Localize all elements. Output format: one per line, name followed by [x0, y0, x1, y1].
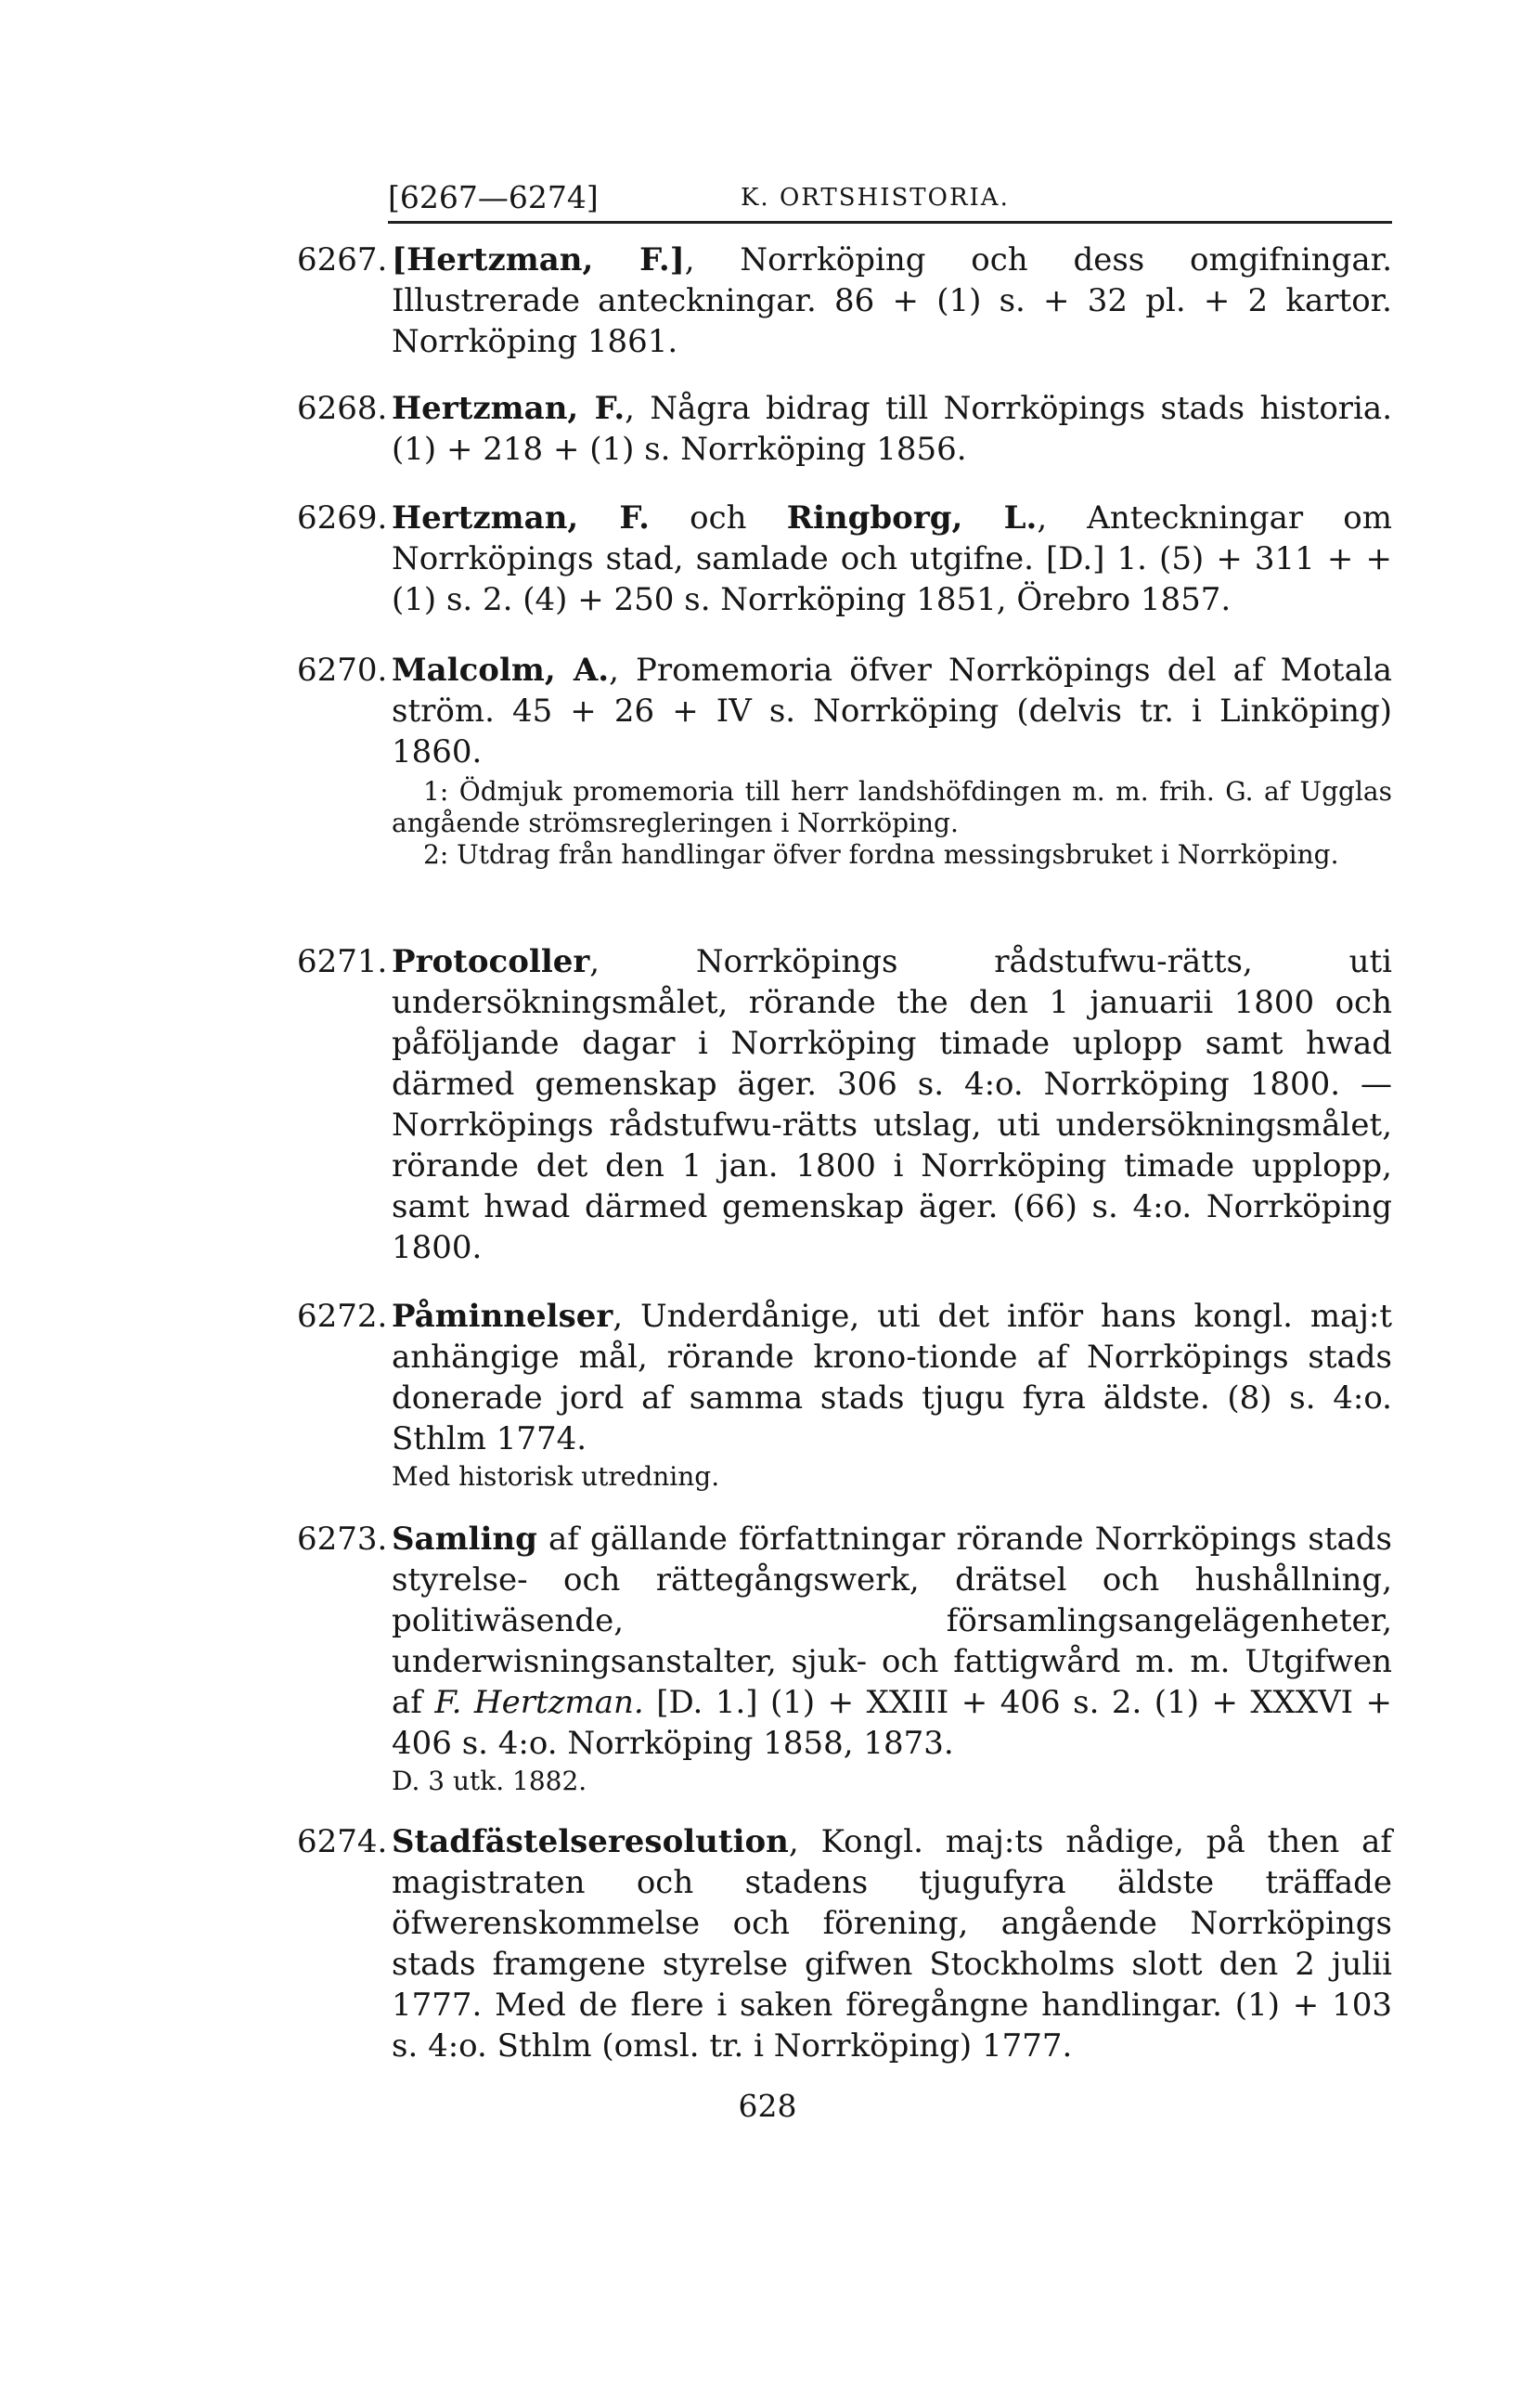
- entry-6269: [297, 498, 1392, 620]
- entry-number: 6271.: [297, 943, 388, 980]
- running-header: [388, 178, 1390, 217]
- entry-number: 6269.: [297, 499, 388, 537]
- entry-author: Stadfästelseresolution: [392, 1823, 789, 1860]
- entry-text: Malcolm, A., Promemoria öfver Norrköpings del af Motala ström. 45 + 26 + IV s. Norrköping (delvis tr. i Linköping) 1860.: [392, 652, 1392, 770]
- entry-author: Protocoller: [392, 943, 590, 980]
- entry-author: Samling: [392, 1521, 537, 1558]
- entry-author: Hertzman, F.: [392, 499, 650, 537]
- entry-editor: F. Hertzman.: [434, 1684, 644, 1721]
- entry-text: Hertzman, F. och Ringborg, L., Anteckningar om Norrköpings stad, samlade och utgifne. [D.] 1. (5) + 311 + + (1) s. 2. (4) + 250 s. Norrköping 1851, Örebro 1857.: [392, 499, 1392, 618]
- entry-6267: [297, 240, 1392, 362]
- entry-text: Stadfästelseresolution, Kongl. maj:ts nådige, på then af magistraten och stadens tjugufyra äldste träffade öfwerenskommelse och förening, angående Norrköpings stads framgene styrelse gifwen Stockholms slott den 2 julii 1777. Med de flere i saken föregångne handlingar. (1) + 103 s. 4:o. Sthlm (omsl. tr. i Norrköping) 1777.: [392, 1823, 1392, 2065]
- entry-note: 2: Utdrag från handlingar öfver fordna messingsbruket i Norrköping.: [423, 839, 1339, 870]
- entry-text: Hertzman, F., Några bidrag till Norrköpings stads historia. (1) + 218 + (1) s. Norrköping 1856.: [392, 390, 1392, 468]
- entry-note: 1: Ödmjuk promemoria till herr landshöfdingen m. m. frih. G. af Ugglas angående strömsregleringen i Norrköping.: [392, 776, 1392, 838]
- entry-author: Malcolm, A.: [392, 652, 610, 689]
- entry-number: 6272.: [297, 1298, 388, 1335]
- entry-author: [Hertzman, F.]: [392, 241, 685, 278]
- entry-text: Protocoller, Norrköpings rådstufwu-rätts, uti undersökningsmålet, rörande the den 1 januarii 1800 och påföljande dagar i Norrköping timade uplopp samt hwad därmed gemenskap äger. 306 s. 4:o. Norrköping 1800. — Norrköpings rådstufwu-rätts utslag, uti undersökningsmålet, rörande det den 1 jan. 1800 i Norrköping timade upplopp, samt hwad därmed gemenskap äger. (66) s. 4:o. Norrköping 1800.: [392, 943, 1392, 1266]
- section-title: K. ORTSHISTORIA.: [741, 184, 1010, 212]
- entry-6268: [297, 388, 1392, 470]
- entry-text: Påminnelser, Underdånige, uti det inför hans kongl. maj:t anhängige mål, rörande krono-tionde af Norrköpings stads donerade jord af samma stads tjugu fyra äldste. (8) s. 4:o. Sthlm 1774.: [392, 1298, 1392, 1457]
- header-rule: [388, 221, 1392, 224]
- entry-6274: [297, 1821, 1392, 2066]
- entry-number: 6267.: [297, 241, 388, 278]
- entry-range: [6267—6274]: [388, 179, 599, 215]
- entry-coauthor: Ringborg, L.: [786, 499, 1038, 537]
- entry-6272: [297, 1296, 1392, 1493]
- entry-number: 6270.: [297, 652, 388, 689]
- entry-number: 6268.: [297, 390, 388, 427]
- entry-6270: [297, 650, 1392, 871]
- entry-note: D. 3 utk. 1882.: [392, 1766, 587, 1796]
- entry-6273: [297, 1519, 1392, 1797]
- entry-text: [Hertzman, F.], Norrköping och dess omgifningar. Illustrerade anteckningar. 86 + (1) s. + 32 pl. + 2 kartor. Norrköping 1861.: [392, 241, 1392, 360]
- entry-author: Påminnelser: [392, 1298, 613, 1335]
- entry-6271: [297, 941, 1392, 1268]
- page-number: 628: [738, 2088, 797, 2124]
- entry-number: 6273.: [297, 1521, 388, 1558]
- entry-author: Hertzman, F.: [392, 390, 626, 427]
- entry-text: Samling af gällande författningar rörande Norrköpings stads styrelse- och rättegångswerk, drätsel och hushållning, politiwäsende, församlingsangelägenheter, underwisningsanstalter, sjuk- och fattigwård m. m. Utgifwen af F. Hertzman. [D. 1.] (1) + XXIII + 406 s. 2. (1) + XXXVI + 406 s. 4:o. Norrköping 1858, 1873.: [392, 1521, 1392, 1762]
- entry-note: Med historisk utredning.: [392, 1461, 720, 1492]
- entry-number: 6274.: [297, 1823, 388, 1860]
